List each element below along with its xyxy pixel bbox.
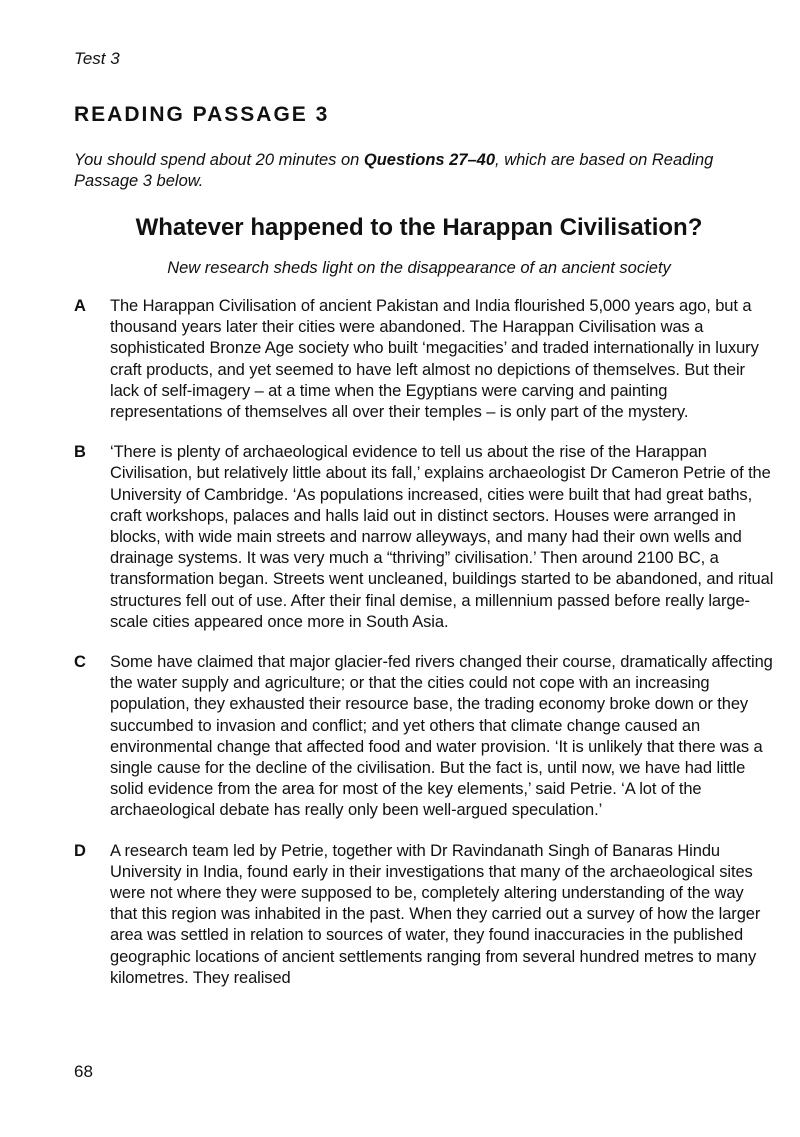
paragraph-letter: C (74, 653, 86, 672)
paragraph-b (74, 442, 774, 633)
instructions-questions: Questions 27–40 (363, 151, 496, 169)
paragraph-c (74, 652, 774, 822)
paragraph-text: The Harappan Civilisation of ancient Pakistan and India flourished 5,000 years ago, but a thousand years later their cities were abandoned. The Harappan Civilisation was a sophisticated Bronze Age society who built ‘megacities’ and traded internationally in luxury craft products, and yet seemed to have left almost no depictions of themselves. But their lack of self-imagery – at a time when the Egyptians were carving and painting representations of themselves all over their temples – is only part of the mystery. (110, 297, 759, 422)
instructions-after: , which are based on Reading Passage 3 below. (74, 151, 714, 190)
instructions (74, 150, 764, 192)
instructions-before: You should spend about 20 minutes on (74, 151, 364, 169)
paragraph-a (74, 296, 774, 423)
paragraph-letter: A (74, 297, 86, 315)
paragraph-text: A research team led by Petrie, together with Dr Ravindanath Singh of Banaras Hindu University in India, found early in their investigations that many of the archaeological sites were not where they were supposed to be, completely altering understanding of the way that this region was inhabited in the past. When they carried out a survey of how the larger area was settled in relation to sources of water, they found inaccuracies in the published geographic locations of ancient settlements ranging from several hundred metres to many kilometres. They realised (110, 841, 761, 987)
passage-paragraphs (74, 296, 774, 1008)
paragraph-text: Some have claimed that major glacier-fed rivers changed their course, dramatically affecting the water supply and agriculture; or that the cities could not cope with an increasing population, they exhausted their resource base, the trading economy broke down or they succumbed to invasion and conflict; and yet others that climate change caused an environmental change that affected food and water provision. ‘It is unlikely that there was a single cause for the decline of the civilisation. But the fact is, until now, we have had little solid evidence from the area for most of the key elements,’ said Petrie. ‘A lot of the archaeological debate has really only been well-argued speculation.’ (110, 653, 773, 820)
test-label: Test 3 (74, 49, 120, 68)
passage-title: Whatever happened to the Harappan Civilisation? (135, 214, 703, 241)
paragraph-letter: B (74, 443, 86, 462)
page-number: 68 (74, 1062, 93, 1081)
paragraph-letter: D (74, 841, 86, 860)
section-heading: READING PASSAGE 3 (74, 103, 330, 126)
paragraph-d (74, 841, 774, 989)
paragraph-text: ‘There is plenty of archaeological evidence to tell us about the rise of the Harappan Civilisation, but relatively little about its fall,’ explains archaeologist Dr Cameron Petrie of the University of Cambridge. ‘As populations increased, cities were built that had great baths, craft workshops, palaces and halls laid out in distinct sectors. Houses were arranged in blocks, with wide main streets and narrow alleyways, and many had their own wells and drainage systems. It was very much a “thriving” civilisation.’ Then around 2100 BC, a transformation began. Streets went uncleaned, buildings started to be abandoned, and ritual structures fell out of use. After their final demise, a millennium passed before really large-scale cities appeared once more in South Asia. (110, 443, 774, 631)
passage-subtitle: New research sheds light on the disappearance of an ancient society (167, 259, 671, 277)
